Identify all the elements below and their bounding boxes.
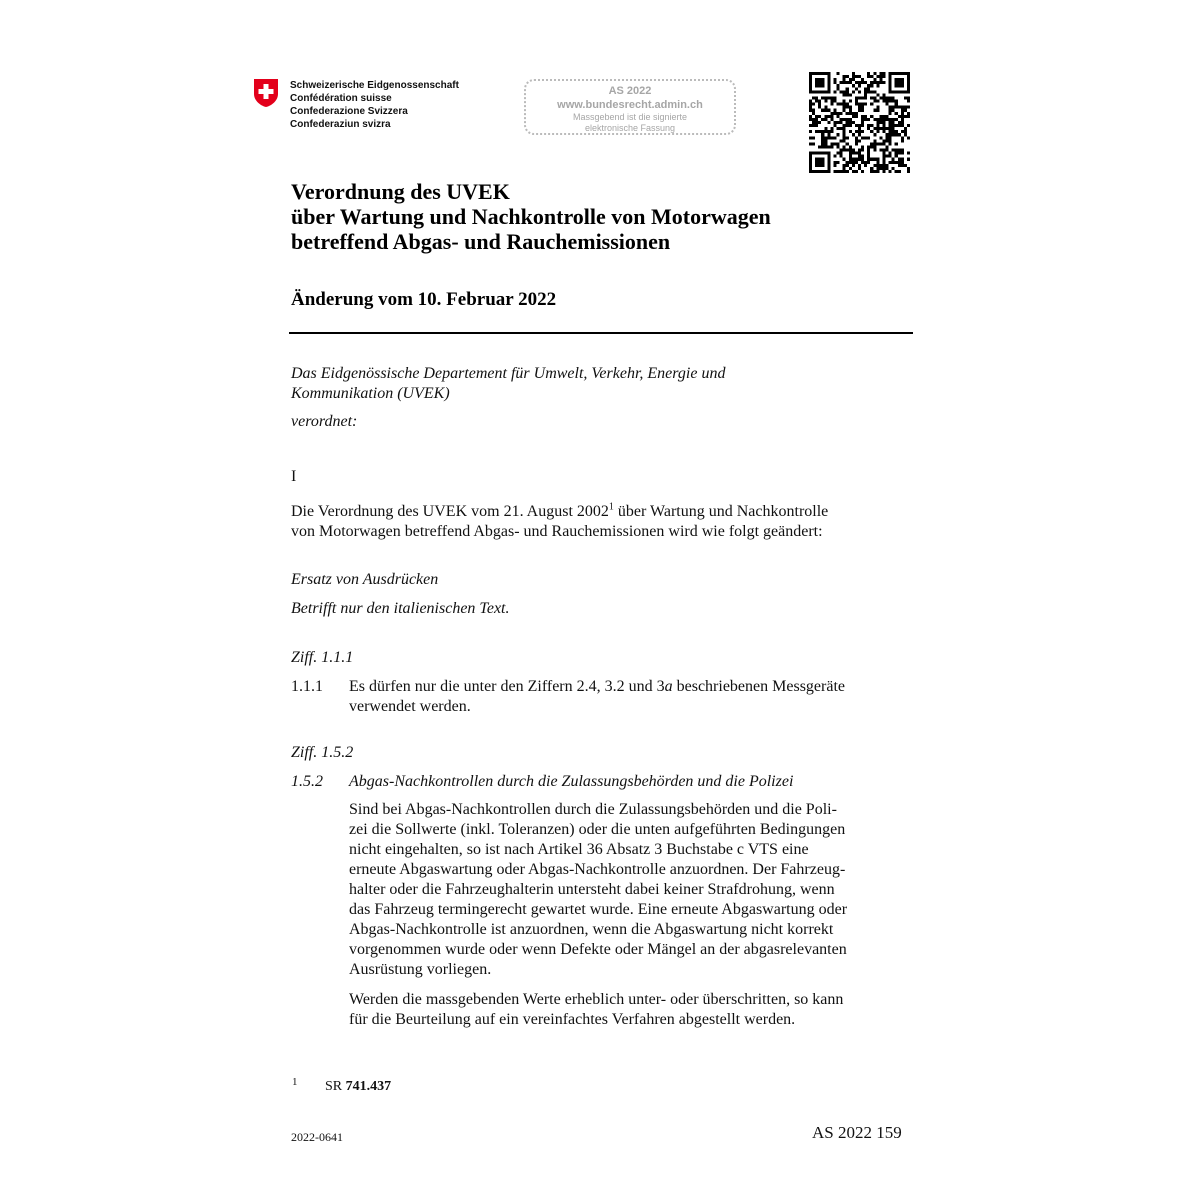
ziff-152-p1-line: halter oder die Fahrzeughalterin untersteht dabei keiner Strafdrohung, wenn [349,881,835,898]
intro-line-1: Das Eidgenössische Departement für Umwelt, Verkehr, Energie und [291,365,726,382]
main-par-line-1 [291,502,911,522]
ziff-152-p1-line: Ausrüstung vorliegen. [349,961,492,978]
stamp-line-4: elektronische Fassung [584,123,676,133]
footnote-text [325,1079,391,1095]
ziff-152-p1-line: nicht eingehalten, so ist nach Artikel 36 Absatz 3 Buchstabe c VTS eine [349,841,809,858]
footnote-prefix: SR [325,1079,346,1094]
publication-stamp [524,79,736,135]
stamp-line-2: www.bundesrecht.admin.ch [557,99,703,111]
amendment-date: Änderung vom 10. Februar 2022 [291,289,557,310]
title-divider [289,332,913,334]
conf-line-it: Confederazione Svizzera [290,106,408,117]
ziff-152-p2-line: Werden die massgebenden Werte erheblich unter- oder überschritten, so kann [349,991,844,1008]
ziff-152-subtitle: Abgas-Nachkontrollen durch die Zulassungsbehörden und die Polizei [349,773,794,790]
ziff-152-p1-line: erneute Abgaswartung oder Abgas-Nachkontrolle anzuordnen. Der Fahrzeug- [349,861,846,878]
swiss-flag-icon [253,78,279,108]
intro-line-3: verordnet: [291,413,358,430]
conf-line-de: Schweizerische Eidgenossenschaft [290,80,459,91]
ziff-152-number: 1.5.2 [291,773,323,790]
main-paragraph [291,502,911,542]
ziff-152-p1-line: Sind bei Abgas-Nachkontrollen durch die Zulassungsbehörden und die Poli- [349,801,837,818]
ziff-152-p1-line: Abgas-Nachkontrolle ist anzuordnen, wenn die Abgaswartung nicht korrekt [349,921,834,938]
ziff-152-p2-line: für die Beurteilung auf ein vereinfachtes Verfahren abgestellt werden. [349,1011,796,1028]
ziff-152-p1-line: vorgenommen wurde oder wenn Defekte oder Mängel an der abgasrelevanten [349,941,847,958]
conf-line-fr: Confédération suisse [290,93,392,104]
section-roman: I [291,468,297,485]
qr-code-icon[interactable] [809,72,910,173]
replacement-heading: Ersatz von Ausdrücken [291,571,439,588]
main-par-text-a: Die Verordnung des UVEK vom 21. August 2002 [291,503,609,520]
footnote-number: 1 [292,1076,298,1088]
conf-line-rm: Confederaziun svizra [290,119,391,130]
ziff-111-number: 1.1.1 [291,678,323,695]
footnote-ref: 741.437 [345,1079,392,1094]
ziff-152-heading: Ziff. 1.5.2 [291,744,354,761]
document-id: 2022-0641 [291,1130,343,1144]
title-line-3: betreffend Abgas- und Rauchemissionen [291,229,671,254]
ziff-111-heading: Ziff. 1.1.1 [291,649,354,666]
confederation-names [290,79,459,131]
document-title [291,179,771,254]
main-par-line-2: von Motorwagen betreffend Abgas- und Rauchemissionen wird wie folgt geändert: [291,523,823,540]
title-line-1: Verordnung des UVEK [291,179,510,204]
replacement-text: Betrifft nur den italienischen Text. [291,600,510,617]
title-line-2: über Wartung und Nachkontrolle von Motorwagen [291,204,771,229]
ziff-152-paragraph-2 [349,990,909,1030]
main-par-text-b: über Wartung und Nachkontrolle [613,503,829,520]
stamp-line-1: AS 2022 [608,85,652,97]
ziff-111-text-italic: a [664,678,673,695]
intro-line-2: Kommunikation (UVEK) [291,385,450,402]
stamp-line-3: Massgebend ist die signierte [572,112,688,122]
ziff-111-line-2: verwendet werden. [349,698,471,715]
footnote-mark[interactable]: 1 [608,501,614,513]
ziff-152-paragraph-1 [349,800,909,980]
ziff-152-p1-line: das Fahrzeug termingerecht gewartet wurde. Eine erneute Abgaswartung oder [349,901,848,918]
ziff-152-p1-line: zei die Sollwerte (inkl. Toleranzen) oder die unten aufgeführten Bedingungen [349,821,846,838]
ziff-111-text [349,677,911,717]
ziff-111-text-a: Es dürfen nur die unter den Ziffern 2.4, 3.2 und 3 [349,678,665,695]
ziff-111-text-b: beschriebenen Messgeräte [672,678,845,695]
page-reference: AS 2022 159 [812,1123,902,1142]
ziff-111-line-1 [349,677,911,697]
intro-block [291,364,725,432]
